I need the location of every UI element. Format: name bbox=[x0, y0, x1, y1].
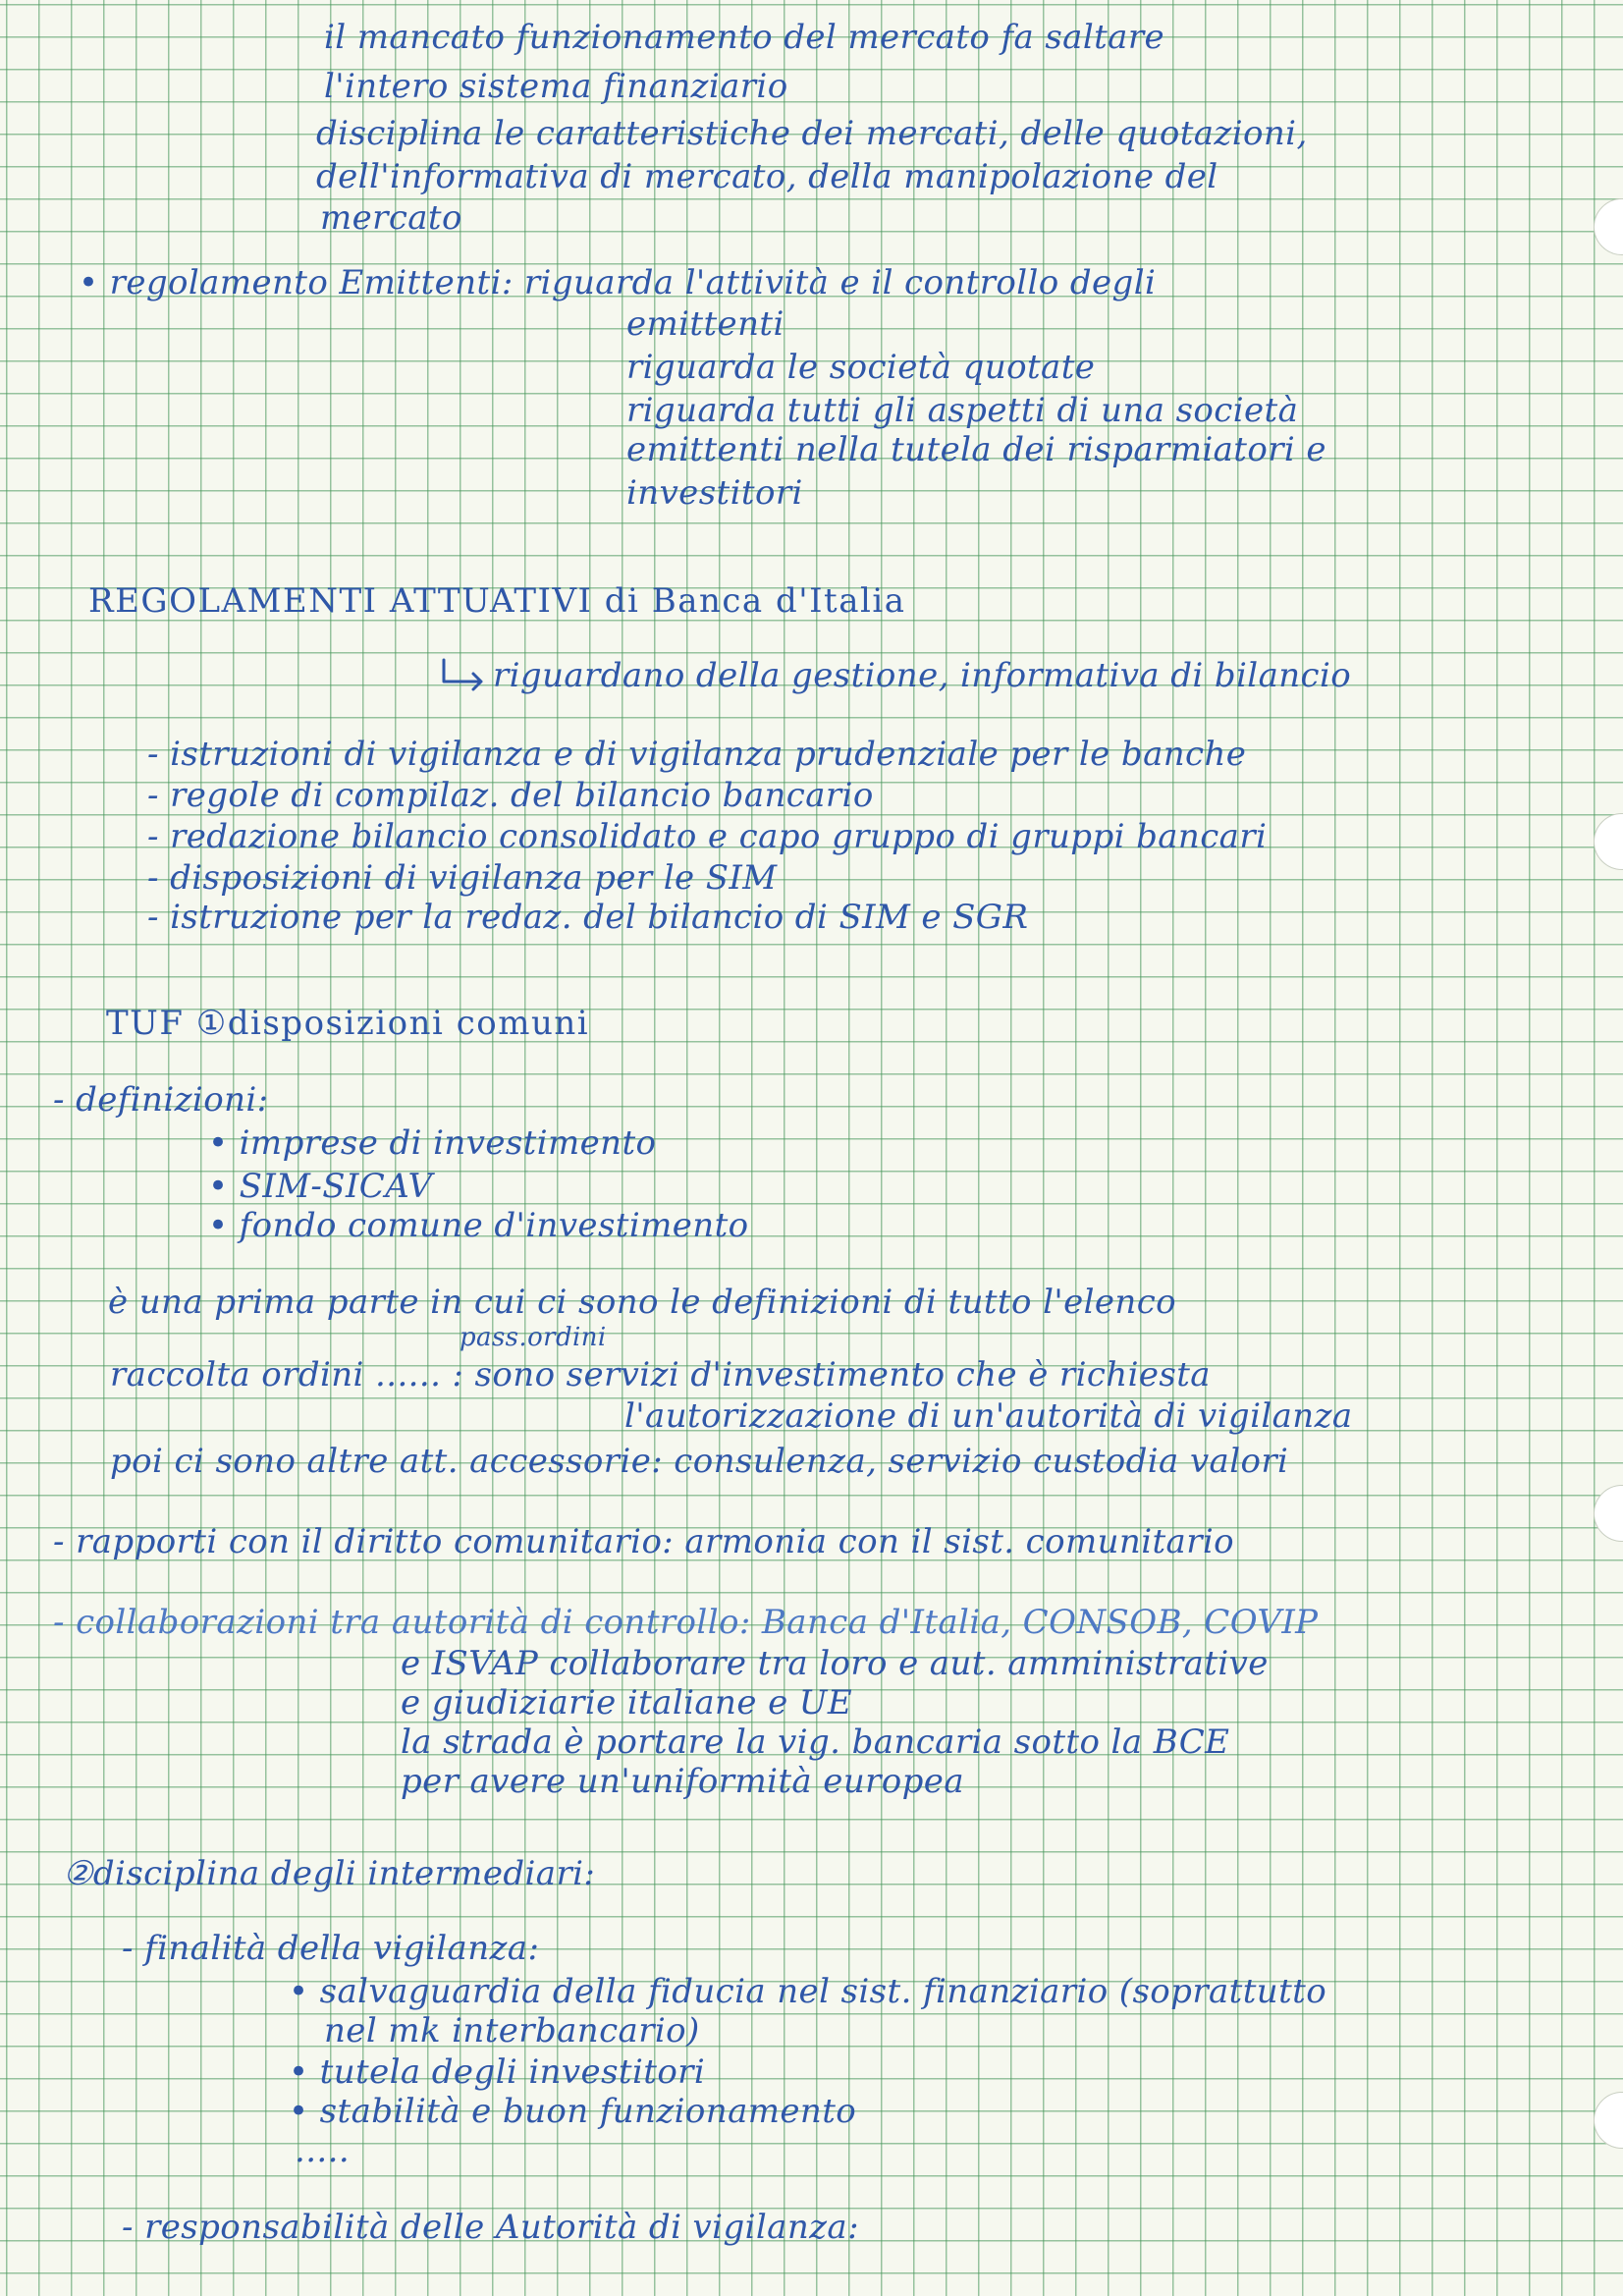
note-line: raccolta ordini ...... : sono servizi d'investimento che è richiesta bbox=[110, 1355, 1211, 1394]
note-line: riguarda tutti gli aspetti di una società bbox=[626, 391, 1299, 430]
section-heading: ②disciplina degli intermediari: bbox=[63, 1854, 596, 1893]
note-line: • SIM-SICAV bbox=[208, 1167, 433, 1206]
note-line: - finalità della vigilanza: bbox=[122, 1929, 540, 1968]
binder-hole bbox=[1594, 813, 1623, 870]
note-line: riguardano della gestione, informativa di bilancio bbox=[493, 656, 1352, 695]
note-line: • stabilità e buon funzionamento bbox=[289, 2092, 857, 2131]
note-line: e ISVAP collaborare tra loro e aut. amministrative bbox=[401, 1644, 1269, 1683]
binder-hole bbox=[1594, 1485, 1623, 1542]
note-line: - regole di compilaz. del bilancio bancario bbox=[147, 776, 874, 815]
note-line: - definizioni: bbox=[53, 1080, 269, 1120]
note-line: mercato bbox=[320, 198, 462, 238]
binder-hole bbox=[1594, 2092, 1623, 2149]
note-line: disciplina le caratteristiche dei mercati, delle quotazioni, bbox=[316, 114, 1308, 153]
section-heading: TUF ①disposizioni comuni bbox=[106, 1004, 590, 1043]
note-line: l'autorizzazione di un'autorità di vigilanza bbox=[624, 1396, 1353, 1436]
note-line: - redazione bilancio consolidato e capo gruppo di gruppi bancari bbox=[147, 817, 1268, 856]
note-line: dell'informativa di mercato, della manipolazione del bbox=[316, 157, 1218, 196]
note-line: • tutela degli investitori bbox=[289, 2052, 706, 2092]
note-annotation: pass.ordini bbox=[460, 1323, 607, 1352]
note-line: il mancato funzionamento del mercato fa saltare bbox=[324, 18, 1165, 57]
section-heading: REGOLAMENTI ATTUATIVI di Banca d'Italia bbox=[88, 581, 906, 621]
note-line: investitori bbox=[626, 473, 803, 513]
note-line: emittenti bbox=[626, 304, 784, 344]
note-line: • regolamento Emittenti: riguarda l'attività e il controllo degli bbox=[79, 263, 1157, 302]
note-line: per avere un'uniformità europea bbox=[401, 1762, 964, 1801]
note-line: ..... bbox=[295, 2131, 351, 2170]
note-line: - rapporti con il diritto comunitario: armonia con il sist. comunitario bbox=[53, 1522, 1235, 1561]
note-line: poi ci sono altre att. accessorie: consulenza, servizio custodia valori bbox=[110, 1442, 1289, 1481]
note-line: e giudiziarie italiane e UE bbox=[401, 1683, 853, 1722]
note-line: • salvaguardia della fiducia nel sist. finanziario (soprattutto bbox=[289, 1972, 1327, 2011]
note-line: nel mk interbancario) bbox=[324, 2011, 700, 2050]
note-line: - istruzione per la redaz. del bilancio di SIM e SGR bbox=[147, 898, 1029, 937]
note-line: - istruzioni di vigilanza e di vigilanza prudenziale per le banche bbox=[147, 735, 1247, 774]
arrow-icon bbox=[438, 656, 487, 695]
note-line: riguarda le società quotate bbox=[626, 348, 1096, 387]
note-line: è una prima parte in cui ci sono le definizioni di tutto l'elenco bbox=[108, 1283, 1177, 1322]
note-line: • fondo comune d'investimento bbox=[208, 1206, 749, 1245]
note-line: l'intero sistema finanziario bbox=[324, 67, 788, 106]
note-line: • imprese di investimento bbox=[208, 1123, 657, 1163]
binder-hole bbox=[1594, 198, 1623, 255]
note-line: emittenti nella tutela dei risparmiatori e bbox=[626, 430, 1326, 469]
note-line: - disposizioni di vigilanza per le SIM bbox=[147, 858, 778, 898]
note-line: - responsabilità delle Autorità di vigilanza: bbox=[122, 2208, 859, 2247]
note-line: la strada è portare la vig. bancaria sotto la BCE bbox=[401, 1722, 1230, 1762]
note-line: - collaborazioni tra autorità di controllo: Banca d'Italia, CONSOB, COVIP bbox=[53, 1603, 1319, 1642]
